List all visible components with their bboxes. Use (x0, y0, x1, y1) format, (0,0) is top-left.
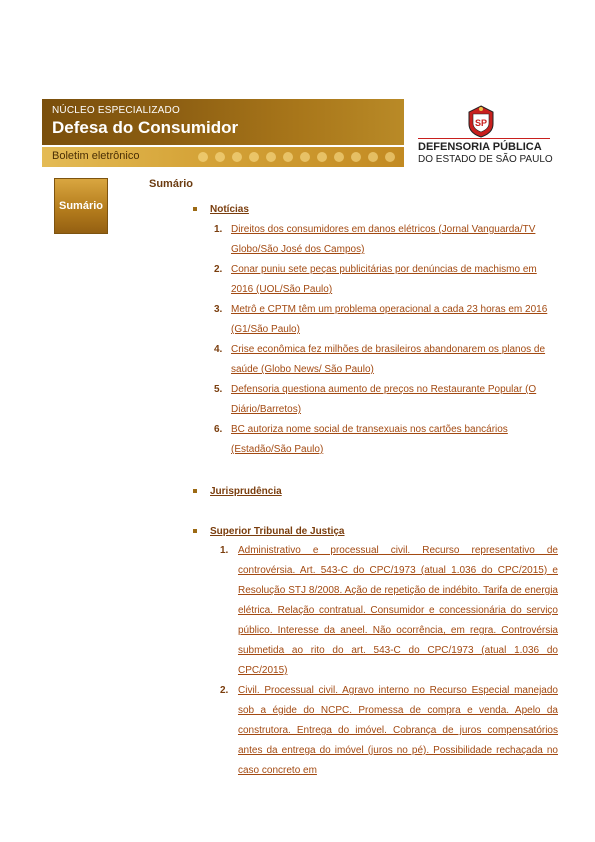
sumario-heading: Sumário (149, 178, 194, 190)
news-item-number: 6. (214, 424, 223, 435)
bullet-icon (193, 529, 197, 533)
state-seal-icon (464, 104, 498, 138)
stj-item-link[interactable]: Civil. Processual civil. Agravo interno no Recurso Especial manejado sob a égide do NCPC. Promessa de compra e venda. Apelo da construtora. Entrega do imóvel. Cobrança de juros compensatórios antes da entrega do imóvel (juros no pé). Possibilidade rechaçada no caso concreto em (238, 685, 558, 776)
bullet-icon (193, 489, 197, 493)
stj-item[interactable] (220, 541, 558, 681)
stj-list (220, 541, 558, 781)
decorative-dots (198, 152, 395, 162)
sumario-badge-label: Sumário (58, 200, 103, 212)
banner-title: Defesa do Consumidor (52, 118, 239, 137)
bullet-icon (193, 207, 197, 211)
news-list (214, 220, 561, 460)
logo-name: DEFENSORIA PÚBLICA (418, 141, 542, 153)
news-item-number: 1. (214, 224, 223, 235)
stj-item-number: 2. (220, 685, 229, 696)
news-item-link[interactable]: BC autoriza nome social de transexuais nos cartões bancários (Estadão/São Paulo) (231, 424, 508, 455)
news-item-link[interactable]: Direitos dos consumidores em danos elétricos (Jornal Vanguarda/TV Globo/São José dos Campos) (231, 224, 536, 255)
section-jurisprudencia-link[interactable]: Jurisprudência (210, 486, 282, 497)
news-item-number: 4. (214, 344, 223, 355)
news-item[interactable] (214, 260, 561, 300)
stj-item-link[interactable]: Administrativo e processual civil. Recurso representativo de controvérsia. Art. 543-C do CPC/1973 (atual 1.036 do CPC/2015) e Resolução STJ 8/2008. Ação de repetição de indébito. Tarifa de energia elétrica. Relação contratual. Consumidor e concessionária do serviço público. Interesse da aneel. Não ocorrência, em regra. Controvérsia submetida ao rito do art. 543-C do CPC/1973 (atual 1.036 do CPC/2015) (238, 545, 558, 676)
news-item-number: 3. (214, 304, 223, 315)
banner-subtitle: Boletim eletrônico (52, 150, 140, 162)
news-item[interactable] (214, 380, 561, 420)
section-stj-link[interactable]: Superior Tribunal de Justiça (210, 526, 345, 537)
stj-item[interactable] (220, 681, 558, 781)
news-item[interactable] (214, 420, 561, 460)
section-noticias-link[interactable]: Notícias (210, 204, 249, 215)
sumario-badge (54, 178, 108, 234)
header-banner (42, 99, 404, 167)
defensoria-logo (418, 104, 553, 168)
stj-item-number: 1. (220, 545, 229, 556)
news-item-link[interactable]: Conar puniu sete peças publicitárias por denúncias de machismo em 2016 (UOL/São Paulo) (231, 264, 537, 295)
news-item-number: 2. (214, 264, 223, 275)
news-item-link[interactable]: Defensoria questiona aumento de preços no Restaurante Popular (O Diário/Barretos) (231, 384, 537, 415)
news-item[interactable] (214, 300, 561, 340)
banner-subtitle-bar (42, 147, 404, 167)
news-item-number: 5. (214, 384, 223, 395)
banner-kicker: NÚCLEO ESPECIALIZADO (52, 105, 180, 116)
news-item[interactable] (214, 220, 561, 260)
news-item-link[interactable]: Metrô e CPTM têm um problema operacional a cada 23 horas em 2016 (G1/São Paulo) (231, 304, 548, 335)
news-item-link[interactable]: Crise econômica fez milhões de brasileiros abandonarem os planos de saúde (Globo News/ São Paulo) (231, 344, 546, 375)
banner-title-bar (42, 99, 404, 145)
news-item[interactable] (214, 340, 561, 380)
seal-letters: SP (474, 118, 488, 128)
logo-state: DO ESTADO DE SÃO PAULO (418, 154, 553, 165)
